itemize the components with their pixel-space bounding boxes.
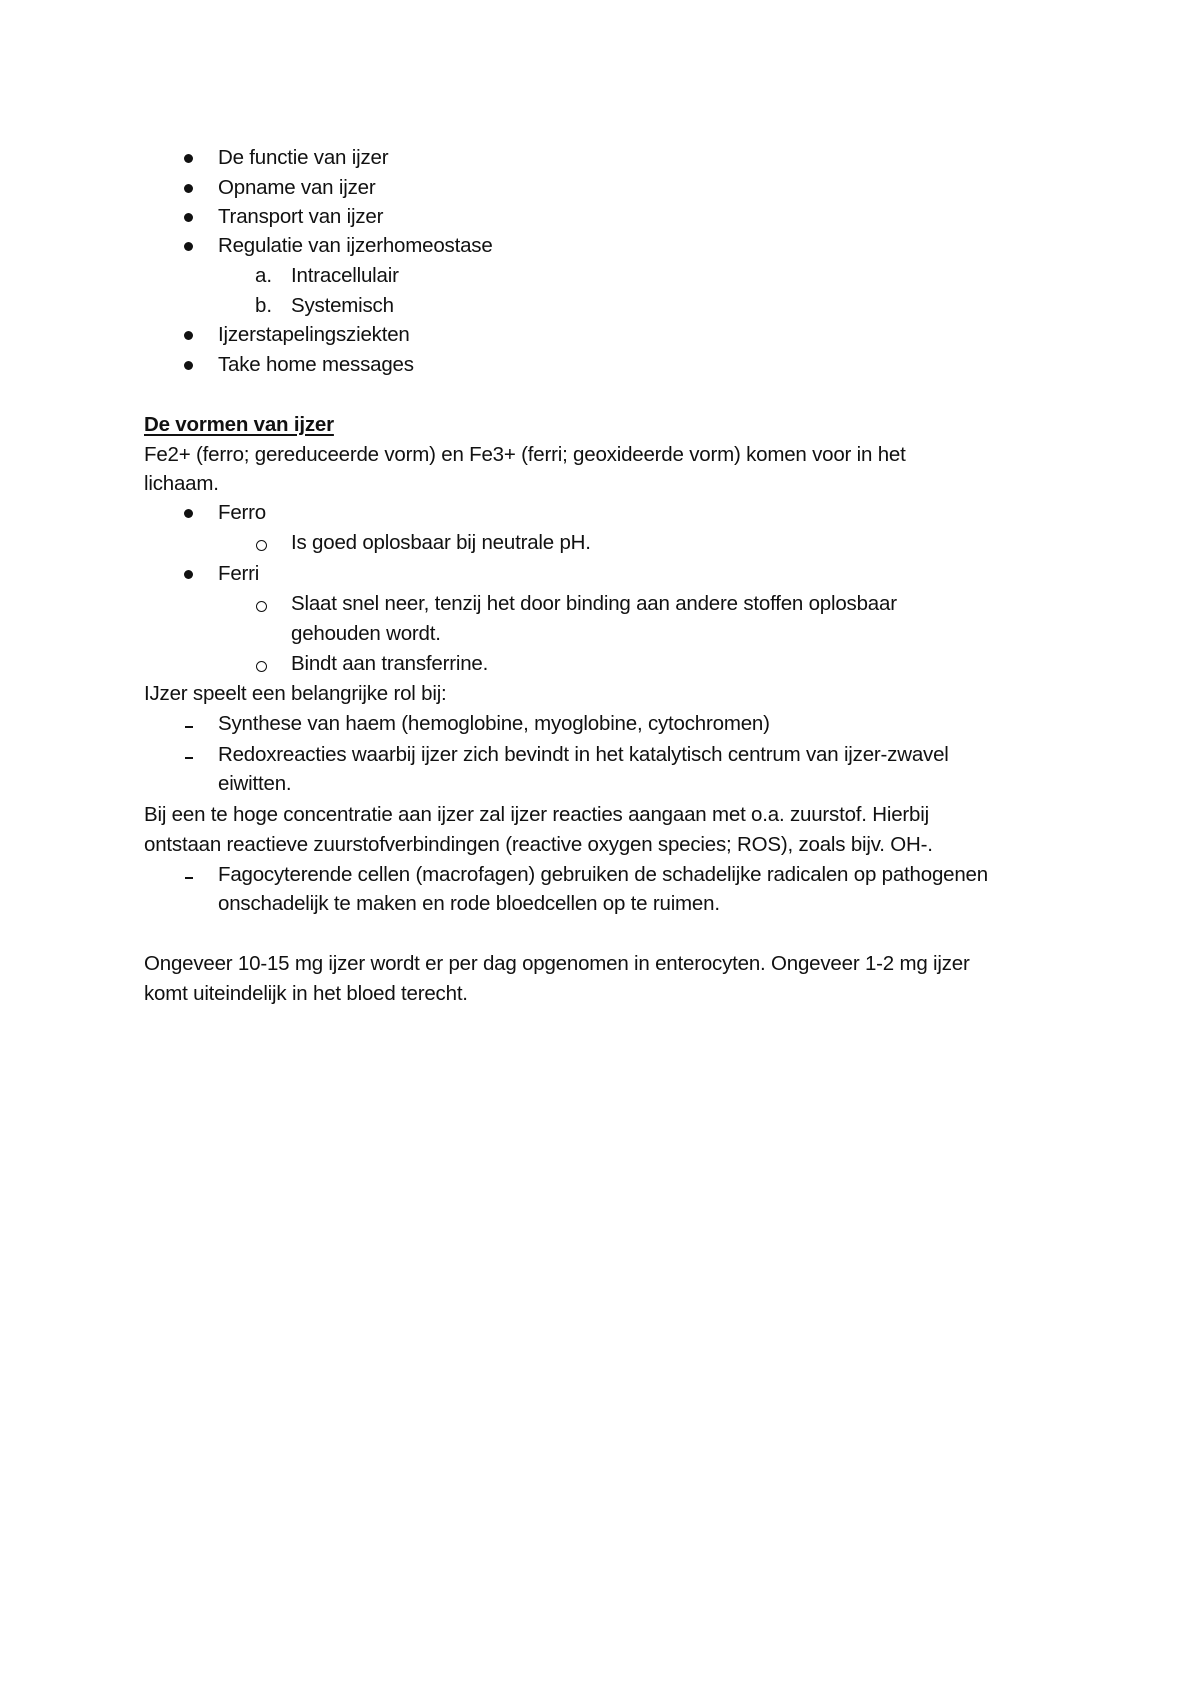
- toc-item: Transport van ijzer: [218, 205, 384, 228]
- section-heading: De vormen van ijzer: [144, 413, 334, 436]
- paragraph-line: ontstaan reactieve zuurstofverbindingen (reactive oxygen species; ROS), zoals bijv. OH-.: [144, 833, 933, 856]
- paragraph-line: Fe2+ (ferro; gereduceerde vorm) en Fe3+ (ferri; geoxideerde vorm) komen voor in het: [144, 443, 906, 466]
- toc-item: De functie van ijzer: [218, 146, 389, 169]
- dash-icon: [185, 757, 193, 759]
- circle-bullet-icon: [256, 601, 267, 612]
- bullet-icon: [184, 570, 193, 579]
- bullet-icon: [184, 184, 193, 193]
- bullet-icon: [184, 213, 193, 222]
- paragraph-line: komt uiteindelijk in het bloed terecht.: [144, 982, 468, 1005]
- list-subitem-continuation: gehouden wordt.: [291, 622, 441, 645]
- list-subitem: Slaat snel neer, tenzij het door binding aan andere stoffen oplosbaar: [291, 592, 897, 615]
- toc-subitem: Intracellulair: [291, 264, 399, 287]
- list-item: Ferro: [218, 501, 266, 524]
- list-subitem: Is goed oplosbaar bij neutrale pH.: [291, 531, 591, 554]
- circle-bullet-icon: [256, 540, 267, 551]
- toc-item: Regulatie van ijzerhomeostase: [218, 234, 493, 257]
- bullet-icon: [184, 242, 193, 251]
- toc-subitem-marker: b.: [255, 294, 273, 317]
- bullet-icon: [184, 361, 193, 370]
- paragraph-line: IJzer speelt een belangrijke rol bij:: [144, 682, 447, 705]
- bullet-icon: [184, 154, 193, 163]
- list-item-continuation: eiwitten.: [218, 772, 292, 795]
- list-subitem: Bindt aan transferrine.: [291, 652, 489, 675]
- toc-subitem: Systemisch: [291, 294, 394, 317]
- list-item: Ferri: [218, 562, 260, 585]
- toc-item: Ijzerstapelingsziekten: [218, 323, 410, 346]
- toc-subitem-marker: a.: [255, 264, 273, 287]
- bullet-icon: [184, 509, 193, 518]
- toc-item: Opname van ijzer: [218, 176, 376, 199]
- bullet-icon: [184, 331, 193, 340]
- paragraph-line: Bij een te hoge concentratie aan ijzer zal ijzer reacties aangaan met o.a. zuurstof. Hierbij: [144, 803, 929, 826]
- list-item: Synthese van haem (hemoglobine, myoglobine, cytochromen): [218, 712, 770, 735]
- list-item: Fagocyterende cellen (macrofagen) gebruiken de schadelijke radicalen op pathogenen: [218, 863, 988, 886]
- list-item-continuation: onschadelijk te maken en rode bloedcellen op te ruimen.: [218, 892, 720, 915]
- dash-icon: [185, 726, 193, 728]
- toc-item: Take home messages: [218, 353, 414, 376]
- circle-bullet-icon: [256, 661, 267, 672]
- list-item: Redoxreacties waarbij ijzer zich bevindt in het katalytisch centrum van ijzer-zwavel: [218, 743, 949, 766]
- dash-icon: [185, 877, 193, 879]
- paragraph-line: lichaam.: [144, 472, 219, 495]
- paragraph-line: Ongeveer 10-15 mg ijzer wordt er per dag opgenomen in enterocyten. Ongeveer 1-2 mg ijzer: [144, 952, 970, 975]
